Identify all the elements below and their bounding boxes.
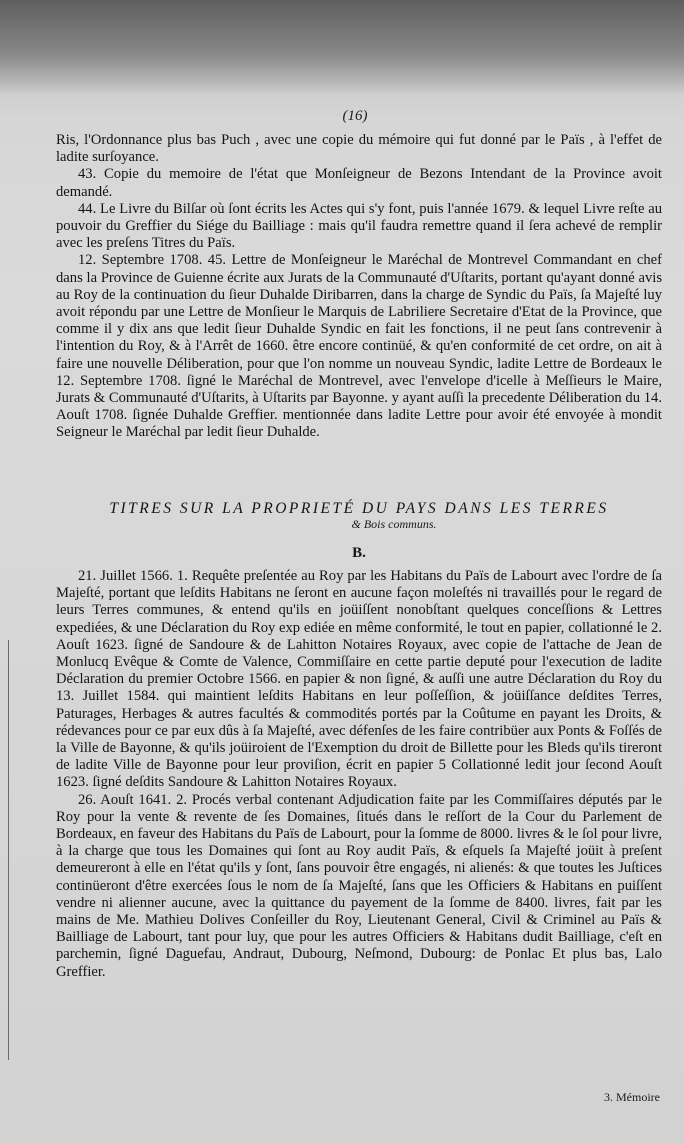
paragraph-45: 12. Septembre 1708. 45. Lettre de Monſeigneur le Maréchal de Montrevel Commandant en chef dans la Province de Guienne écrite aux Jurats de la Communauté d'Uſtarits, portant qu'ayant donné avis au Roy de la continuation du ſieur Duhalde Diribarren, dans la charge de Syndic du Païs, ſa Majeſté luy avoit répondu par une Lettre de Monſieur le Marquis de Labriliere Secretaire d'Etat de la Province, que comme il y dix ans que ledit ſieur Duhalde Syndic en fait les fonctions, il ne peut ſans contrevenir à l'intention du Roy, & à l'Arrêt de 1660. être encore continüé, & qu'en conformité de cet ordre, on ait à faire une nouvelle Déliberation, pour que l'on nomme un nouveau Syndic, ladite Lettre de Bordeaux le 12. Septembre 1708. ſigné le Maréchal de Montrevel, avec l'envelope d'icelle à Meſſieurs le Maire, Jurats & Communauté d'Uſtarits, à Uſtarits par Bayonne. y ayant auſſi la precedente Déliberation du 14. Aouſt 1708. ſignée Duhalde Greffier. mentionnée dans ladite Lettre pour avoir été envoyée à mondit Seigneur le Maréchal par ledit ſieur Duhalde. [56, 252, 662, 441]
catchword: 3. Mémoire [604, 1090, 660, 1104]
scan-shadow-band [0, 0, 684, 95]
paragraph-44: 44. Le Livre du Bilſar où ſont écrits les Actes qui s'y font, puis l'année 1679. & lequel Livre reſte au pouvoir du Greffier du Siége du Bailliage : mais qu'il faudra remettre quand il ſera achevé de remplir avec les preſens Titres du Païs. [56, 200, 662, 252]
page-number: (16) [342, 108, 368, 124]
bottom-text-block [56, 568, 662, 981]
section-subtitle: & Bois communs. [351, 517, 437, 531]
section-letter: B. [352, 545, 366, 561]
top-text-block [56, 132, 662, 442]
section-title: TITRES SUR LA PROPRIETÉ DU PAYS DANS LES TERRES [109, 500, 609, 517]
paragraph-item-2: 26. Aouſt 1641. 2. Procés verbal contenant Adjudication faite par les Commiſſaires députés par le Roy pour la vente & revente de ſes Domaines, ſitués dans le reſſort de la Cour du Parlement de Bordeaux, en faveur des Habitans du Païs de Labourt, pour la ſomme de 8000. livres & le ſol pour livre, à la charge que tous les Domaines qui ſont au Roy audit Païs, & eſquels ſa Majeſté joüit à preſent demeureront à elle en l'état qu'ils y ſont, ſans pouvoir être engagés, ni alienés: & que toutes les Juſtices continüeront d'être exercées ſous le nom de ſa Majeſté, ſans que les Officiers & Habitans en puiſſent vendre ni alienner aucune, avec la quittance du payement de la ſomme de 8400. livres, fait par les mains de Me. Mathieu Dolives Conſeiller du Roy, Lieutenant General, Civil & Criminel au Païs & Bailliage de Labourt, tant pour luy, que pour les autres Officiers & Habitans dudit Bailliage, c'eſt en parchemin, ſigné Daguefau, Andraut, Dubourg, Neſmond, Dubourg: de Ponlac Et plus bas, Lalo Greffier. [56, 791, 662, 980]
paragraph-43: 43. Copie du memoire de l'état que Monſeigneur de Bezons Intendant de la Province avoit demandé. [56, 166, 662, 200]
paragraph-item-1: 21. Juillet 1566. 1. Requête preſentée au Roy par les Habitans du Païs de Labourt avec l'ordre de ſa Majeſté, portant que leſdits Habitans ne ſeront en aucune façon moleſtés ni travaillés pour le regard de leurs Terres communes, & entend qu'ils en joüiſſent nonobſtant quelques conceſſions & Lettres expediées, & une Déclaration du Roy exp ediée en même conformité, le tout en papier, collationné le 2. Aouſt 1623. ſigné de Sandoure & de Lahitton Notaires Royaux, avec copie de l'attache de Jean de Monlucq Evêque & Comte de Valence, Commiſſaire en cette partie deputé pour l'execution de ladite Déclaration du premier Octobre 1566. en papier & non ſigné, & auſſi une autre Déclaration du Roy du 13. Juillet 1584. qui maintient leſdits Habitans en leur poſſeſſion, & joüiſſance deſdites Terres, Paturages, Herbages & autres facultés & commodités portés par la Coûtume en payant les Droits, & rédevances pour ce par eux dûs à ſa Majeſté, avec défenſes de les faire contribüer aux Ponts & Foſſés de la Ville de Bayonne, & qu'ils joüiroient de l'Exemption du droit de Billette pour les Bleds qu'ils tireront de ladite Ville de Bayonne pour leur proviſion, écrit en papier 5 Collationné ledit jour ſecond Aouſt 1623. ſigné deſdits Sandoure & Lahitton Notaires Royaux. [56, 568, 662, 791]
paragraph-ris: Ris, l'Ordonnance plus bas Puch , avec une copie du mémoire qui fut donné par le Païs , à l'effet de ladite surſoyance. [56, 132, 662, 166]
margin-rule [8, 640, 9, 1060]
